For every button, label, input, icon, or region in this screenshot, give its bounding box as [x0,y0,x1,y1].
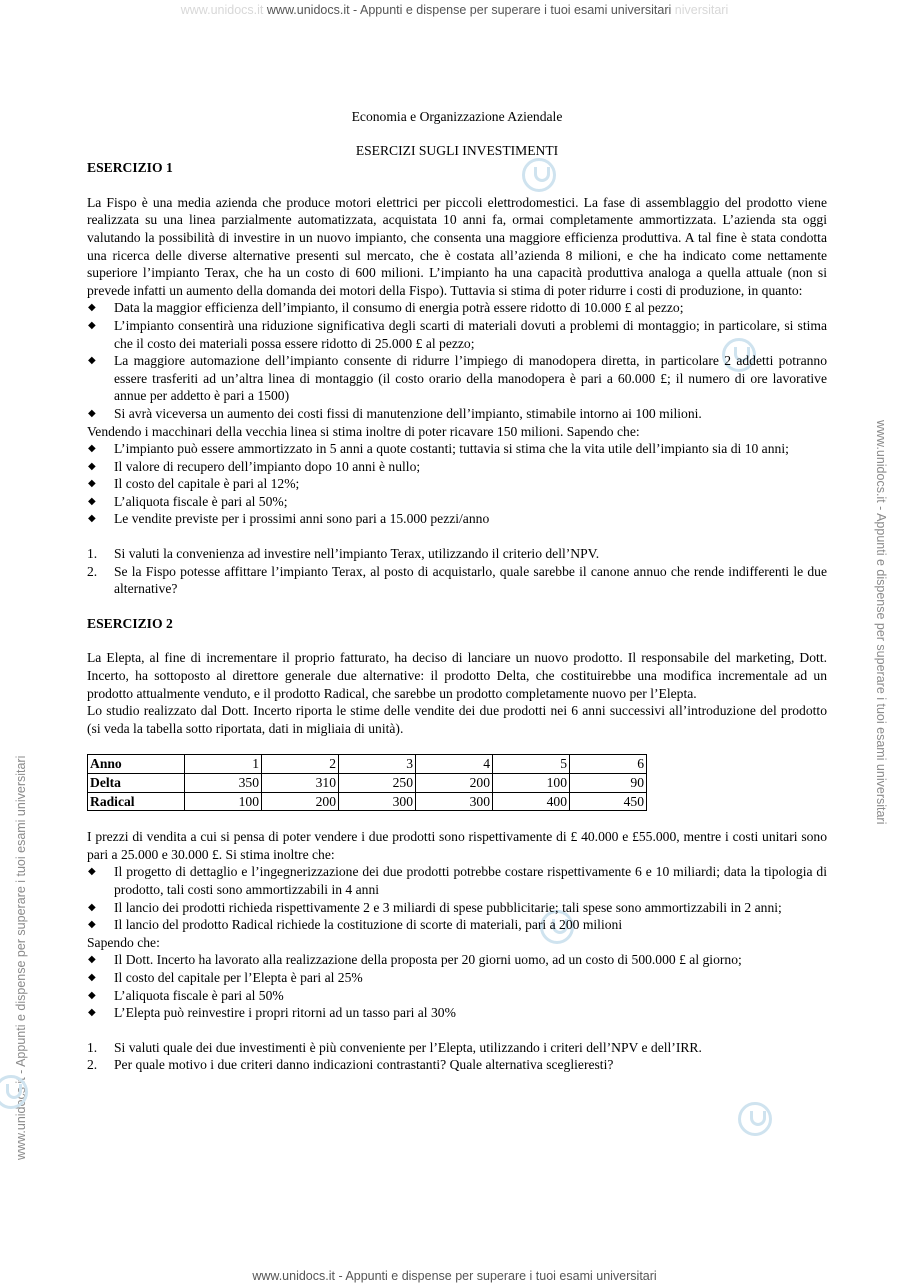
table-cell: 100 [493,774,570,793]
exercise-2-intro2: Lo studio realizzato dal Dott. Incerto riporta le stime delle vendite dei due prodotti nei 6 anni successivi all’introduzione del prodotto (si veda la tabella sotto riportata, dati in migliaia di unità). [87,703,827,736]
watermark-top-text: www.unidocs.it - Appunti e dispense per superare i tuoi esami universitari [266,3,672,17]
list-item: ◆ Il costo del capitale per l’Elepta è pari al 25% [87,969,827,987]
table-cell: 1 [185,755,262,774]
exercise-2-title: ESERCIZIO 2 [87,615,173,631]
list-item: ◆ Data la maggior efficienza dell’impianto, il consumo di energia potrà essere ridotto di 10.000 £ al pezzo; [87,299,827,317]
table-cell: 400 [493,792,570,811]
table-cell: 90 [570,774,647,793]
table-cell: 310 [262,774,339,793]
list-item: ◆ Il lancio del prodotto Radical richiede la costituzione di scorte di materiali, pari a 200 milioni [87,916,827,934]
list-item: ◆ Il valore di recupero dell’impianto dopo 10 anni è nullo; [87,458,827,476]
table-cell: Radical [88,792,185,811]
table-row [88,774,647,793]
table-cell: Delta [88,774,185,793]
list-item: ◆ Si avrà viceversa un aumento dei costi fissi di manutenzione dell’impianto, stimabile intorno ai 100 milioni. [87,405,827,423]
list-item: ◆ L’aliquota fiscale è pari al 50% [87,987,827,1005]
exercise-2-prices: I prezzi di vendita a cui si pensa di poter vendere i due prodotti sono rispettivamente di £ 40.000 e £55.000, mentre i costi unitari sono pari a 25.000 e 30.000 £. Si stima inoltre che: [87,829,827,862]
watermark-bottom-text: www.unidocs.it - Appunti e dispense per superare i tuoi esami universitari [252,1269,657,1283]
question-item [87,545,827,563]
question-number: 1. [87,546,98,562]
exercise-1-bullets-a [87,299,827,422]
table-cell: 100 [185,792,262,811]
exercise-2-bullets-b [87,951,827,1021]
document-body [87,108,827,1074]
question-text: Se la Fispo potesse affittare l’impianto Terax, al posto di acquistarlo, quale sarebbe il canone annuo che rende indifferenti le due alternative? [114,563,827,597]
watermark-side-left: www.unidocs.it - Appunti e dispense per superare i tuoi esami universitari [14,755,28,1160]
table-cell: 6 [570,755,647,774]
sales-table [87,754,647,811]
course-title: Economia e Organizzazione Aziendale [351,109,563,124]
question-text: Si valuti la convenienza ad investire nell’impianto Terax, utilizzando il criterio dell’NPV. [114,546,600,562]
table-cell: 200 [262,792,339,811]
list-item: ◆ L’Elepta può reinvestire i propri ritorni ad un tasso pari al 30% [87,1004,827,1022]
exercise-1-intro: La Fispo è una media azienda che produce motori elettrici per piccoli elettrodomestici. La fase di assemblaggio del prodotto viene realizzata su una linea parzialmente automatizzata, acquistata 10 anni fa, ormai completamente ammortizzata. L’azienda sta oggi valutando la possibilità di investire in un nuovo impianto, che consenta una maggiore efficienza produttiva. A tal fine è stata condotta una ricerca delle diverse alternative presenti sul mercato, che è costata all’azienda 8 milioni, e che ha indicato come nettamente superiore l’impianto Terax, che ha un costo di 600 milioni. L’impianto ha una capacità produttiva analoga a quella attuale (non si prevede infatti un aumento della domanda dei motori della Fispo). Tuttavia si stima di poter ridurre i costi di produzione, in quanto: [87,194,827,298]
unidocs-logo-icon [738,1102,772,1136]
question-number: 1. [87,1039,98,1055]
watermark-top [0,3,909,17]
exercise-1-bullets-b [87,440,827,528]
table-row [88,792,647,811]
list-item: ◆ L’impianto consentirà una riduzione significativa degli scarti di materiali dovuti a problemi di montaggio; in particolare, si stima che il costo dei materiali possa essere ridotto di 25.000 £ al pezzo; [87,317,827,352]
exercise-1-questions [87,545,827,598]
table-cell: 300 [339,792,416,811]
exercise-2-mid: Sapendo che: [87,934,160,950]
table-cell: 300 [416,792,493,811]
table-cell: 450 [570,792,647,811]
list-item: ◆ L’impianto può essere ammortizzato in 5 anni a quote costanti; tuttavia si stima che la vita utile dell’impianto sia di 10 anni; [87,440,827,458]
question-item [87,1056,827,1074]
watermark-ghost-left: www.unidocs.it [180,3,264,17]
table-cell: 5 [493,755,570,774]
list-item: ◆ L’aliquota fiscale è pari al 50%; [87,493,827,511]
table-cell: 350 [185,774,262,793]
exercise-2-bullets-a [87,863,827,933]
table-header-row [88,755,647,774]
table-cell: Anno [88,755,185,774]
exercise-1-title: ESERCIZIO 1 [87,160,173,176]
exercise-2-questions [87,1039,827,1074]
question-number: 2. [87,563,98,579]
table-cell: 3 [339,755,416,774]
watermark-bottom [0,1269,909,1283]
table-cell: 4 [416,755,493,774]
list-item: ◆ Il progetto di dettaglio e l’ingegnerizzazione dei due prodotti potrebbe costare rispettivamente 6 e 10 miliardi; data la tipologia di prodotto, tali costi sono ammortizzabili in 4 anni [87,863,827,898]
list-item: ◆ Il costo del capitale è pari al 12%; [87,475,827,493]
table-cell: 250 [339,774,416,793]
question-text: Si valuti quale dei due investimenti è più conveniente per l’Elepta, utilizzando i criteri dell’NPV e dell’IRR. [114,1039,702,1055]
exercise-2-intro: La Elepta, al fine di incrementare il proprio fatturato, ha deciso di lanciare un nuovo prodotto. Il responsabile del marketing, Dott. Incerto, ha sottoposto al direttore generale due alternative: il prodotto Delta, che costituirebbe una modifica incrementale ad un prodotto attualmente venduto, e il prodotto Radical, che sarebbe un prodotto completamente nuovo per l’Elepta. [87,650,827,701]
question-item [87,1039,827,1057]
watermark-side-right: www.unidocs.it - Appunti e dispense per superare i tuoi esami universitari [874,420,888,825]
question-number: 2. [87,1057,98,1073]
page-title: ESERCIZI SUGLI INVESTIMENTI [355,142,559,158]
table-cell: 2 [262,755,339,774]
list-item: ◆ La maggiore automazione dell’impianto consente di ridurre l’impiego di manodopera diretta, in particolare 2 addetti potranno essere trasferiti ad un’altra linea di montaggio (il costo orario della manodopera è pari a 60.000 £; il numero di ore lavorative annue per addetto è pari a 1500) [87,352,827,405]
question-item [87,563,827,598]
list-item: ◆ Il Dott. Incerto ha lavorato alla realizzazione della proposta per 20 giorni uomo, ad un costo di 500.000 £ al giorno; [87,951,827,969]
question-text: Per quale motivo i due criteri danno indicazioni contrastanti? Quale alternativa sceglieresti? [114,1057,614,1073]
watermark-ghost-right: niversitari [674,3,729,17]
list-item: ◆ Il lancio dei prodotti richieda rispettivamente 2 e 3 miliardi di spese pubblicitarie; tali spese sono ammortizzabili in 2 anni; [87,899,827,917]
table-cell: 200 [416,774,493,793]
exercise-1-mid: Vendendo i macchinari della vecchia linea si stima inoltre di poter ricavare 150 milioni. Sapendo che: [87,423,640,439]
list-item: ◆ Le vendite previste per i prossimi anni sono pari a 15.000 pezzi/anno [87,510,827,528]
